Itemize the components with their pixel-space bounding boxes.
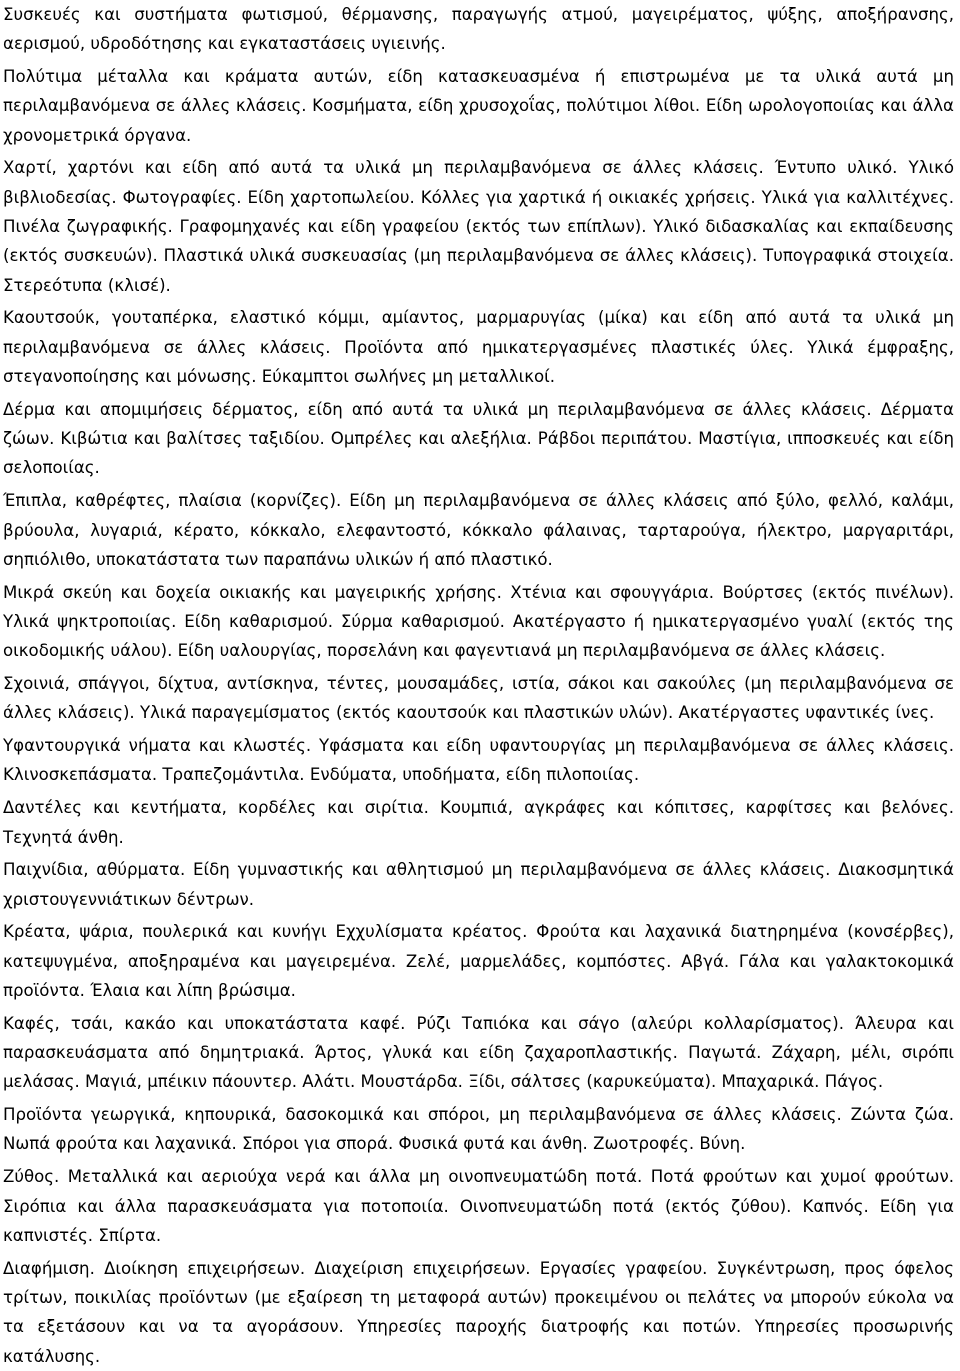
class-description-paragraph: Μικρά σκεύη και δοχεία οικιακής και μαγειρικής χρήσης. Χτένια και σφουγγάρια. Βούρτσες (εκτός πινέλων). Υλικά ψηκτροποιίας. Είδη καθαρισμού. Σύρμα καθαρισμού. Ακατέργαστο ή ημικατεργασμένο γυαλί (εκτός της οικοδομικής υάλου). Είδη υαλουργίας, πορσελάνη και φαγεντιανά μη περιλαμβανόμενα σε άλλες κλάσεις. [3,582,954,661]
class-description-paragraph: Ζύθος. Μεταλλικά και αεριούχα νερά και άλλα μη οινοπνευματώδη ποτά. Ποτά φρούτων και χυμοί φρούτων. Σιρόπια και άλλα παρασκευάσματα για ποτοποιία. Οινοπνευματώδη ποτά (εκτός ζύθου). Καπνός. Είδη για καπνιστές. Σπίρτα. [3,1167,954,1245]
class-description-paragraph: Δέρμα και απομιμήσεις δέρματος, είδη από αυτά τα υλικά μη περιλαμβανόμενα σε άλλες κλάσεις. Δέρματα ζώων. Κιβώτια και βαλίτσες ταξιδίου. Ομπρέλες και αλεξήλια. Ράβδοι περιπάτου. Μαστίγια, ιπποσκευές και είδη σελοποιίας. [3,399,954,478]
class-description-paragraph: Χαρτί, χαρτόνι και είδη από αυτά τα υλικά μη περιλαμβανόμενα σε άλλες κλάσεις. Έντυπο υλικό. Υλικό βιβλιοδεσίας. Φωτογραφίες. Είδη χαρτοπωλείου. Κόλλες για χαρτικά ή οικιακές χρήσεις. Υλικά για καλλιτέχνες. Πινέλα ζωγραφικής. Γραφομηχανές και είδη γραφείου (εκτός των επίπλων). Υλικό διδασκαλίας και εκπαίδευσης (εκτός συσκευών). Πλαστικά υλικά συσκευασίας (μη περιλαμβανόμενα σε άλλες κλάσεις). Τυπογραφικά στοιχεία. Στερεότυπα (κλισέ). [3,158,954,295]
class-description-paragraph: Κρέατα, ψάρια, πουλερικά και κυνήγι Εχχυλίσματα κρέατος. Φρούτα και λαχανικά διατηρημένα (κονσέρβες), κατεψυγμένα, αποξηραμένα και μαγειρεμένα. Ζελέ, μαρμελάδες, κομπόστες. Αβγά. Γάλα και γαλακτοκομικά προϊόντα. Έλαια και λίπη βρώσιμα. [3,922,954,1000]
class-description-paragraph: Δαντέλες και κεντήματα, κορδέλες και σιρίτια. Κουμπιά, αγκράφες και κόπιτσες, καρφίτσες και βελόνες. Τεχνητά άνθη. [3,798,954,847]
class-description-paragraph: Διαφήμιση. Διοίκηση επιχειρήσεων. Διαχείριση επιχειρήσεων. Εργασίες γραφείου. Συγκέντρωση, προς όφελος τρίτων, ποικιλίας προϊόντων (με εξαίρεση τη μεταφορά αυτών) προκειμένου οι πελάτες να μπορούν εύκολα να τα εξετάσουν και να τα αγοράσουν. Υπηρεσίες παροχής διατροφής και ποτών. Υπηρεσίες προσωρινής κατάλυσης. [3,1258,954,1366]
class-description-paragraph: Καφές, τσάι, κακάο και υποκατάστατα καφέ. Ρύζι Ταπιόκα και σάγο (αλεύρι κολλαρίσματος). Άλευρα και παρασκευάσματα από δημητριακά. Άρτος, γλυκά και είδη ζαχαροπλαστικής. Παγωτά. Ζάχαρη, μέλι, σιρόπι μελάσας. Μαγιά, μπέικιν πάουντερ. Αλάτι. Μουστάρδα. Ξίδι, σάλτσες (καρυκεύματα). Μπαχαρικά. Πάγος. [3,1013,954,1092]
class-description-paragraph: Σχοινιά, σπάγγοι, δίχτυα, αντίσκηνα, τέντες, μουσαμάδες, ιστία, σάκοι και σακούλες (μη περιλαμβανόμενα σε άλλες κλάσεις). Υλικά παραγεμίσματος (εκτός καουτσούκ και πλαστικών υλών). Ακατέργαστες υφαντικές ίνες. [3,674,954,723]
class-description-paragraph: Έπιπλα, καθρέφτες, πλαίσια (κορνίζες). Είδη μη περιλαμβανόμενα σε άλλες κλάσεις από ξύλο, φελλό, καλάμι, βρύουλα, λυγαριά, κέρατο, κόκκαλο, ελεφαντοστό, κόκκαλο φάλαινας, ταρταρούγα, ήλεκτρο, μαργαριτάρι, σηπιόλιθο, υποκατάστατα των παραπάνω υλικών ή από πλαστικό. [3,491,954,569]
class-description-paragraph: Παιχνίδια, αθύρματα. Είδη γυμναστικής και αθλητισμού μη περιλαμβανόμενα σε άλλες κλάσεις. Διακοσμητικά χριστουγεννιάτικων δέντρων. [3,860,954,909]
class-description-paragraph: Καουτσούκ, γουταπέρκα, ελαστικό κόμμι, αμίαντος, μαρμαρυγίας (μίκα) και είδη από αυτά τα υλικά μη περιλαμβανόμενα σε άλλες κλάσεις. Προϊόντα από ημικατεργασμένες πλαστικές ύλες. Υλικά έμφραξης, στεγανοποίησης και μόνωσης. Εύκαμπτοι σωλήνες μη μεταλλικοί. [3,308,954,387]
class-description-paragraph: Συσκευές και συστήματα φωτισμού, θέρμανσης, παραγωγής ατμού, μαγειρέματος, ψύξης, αποξήρανσης, αερισμού, υδροδότησης και εγκαταστάσεις υγιεινής. [3,5,954,54]
class-description-paragraph: Υφαντουργικά νήματα και κλωστές. Υφάσματα και είδη υφαντουργίας μη περιλαμβανόμενα σε άλλες κλάσεις. Κλινοσκεπάσματα. Τραπεζομάντιλα. Ενδύματα, υποδήματα, είδη πιλοποιίας. [3,736,954,785]
class-description-paragraph: Πολύτιμα μέταλλα και κράματα αυτών, είδη κατασκευασμένα ή επιστρωμένα με τα υλικά αυτά μη περιλαμβανόμενα σε άλλες κλάσεις. Κοσμήματα, είδη χρυσοχοΐας, πολύτιμοι λίθοι. Είδη ωρολογοποιίας και άλλα χρονομετρικά όργανα. [3,67,954,145]
class-description-paragraph: Προϊόντα γεωργικά, κηπουρικά, δασοκομικά και σπόροι, μη περιλαμβανόμενα σε άλλες κλάσεις. Ζώντα ζώα. Νωπά φρούτα και λαχανικά. Σπόροι για σπορά. Φυσικά φυτά και άνθη. Ζωοτροφές. Βύνη. [3,1105,954,1154]
